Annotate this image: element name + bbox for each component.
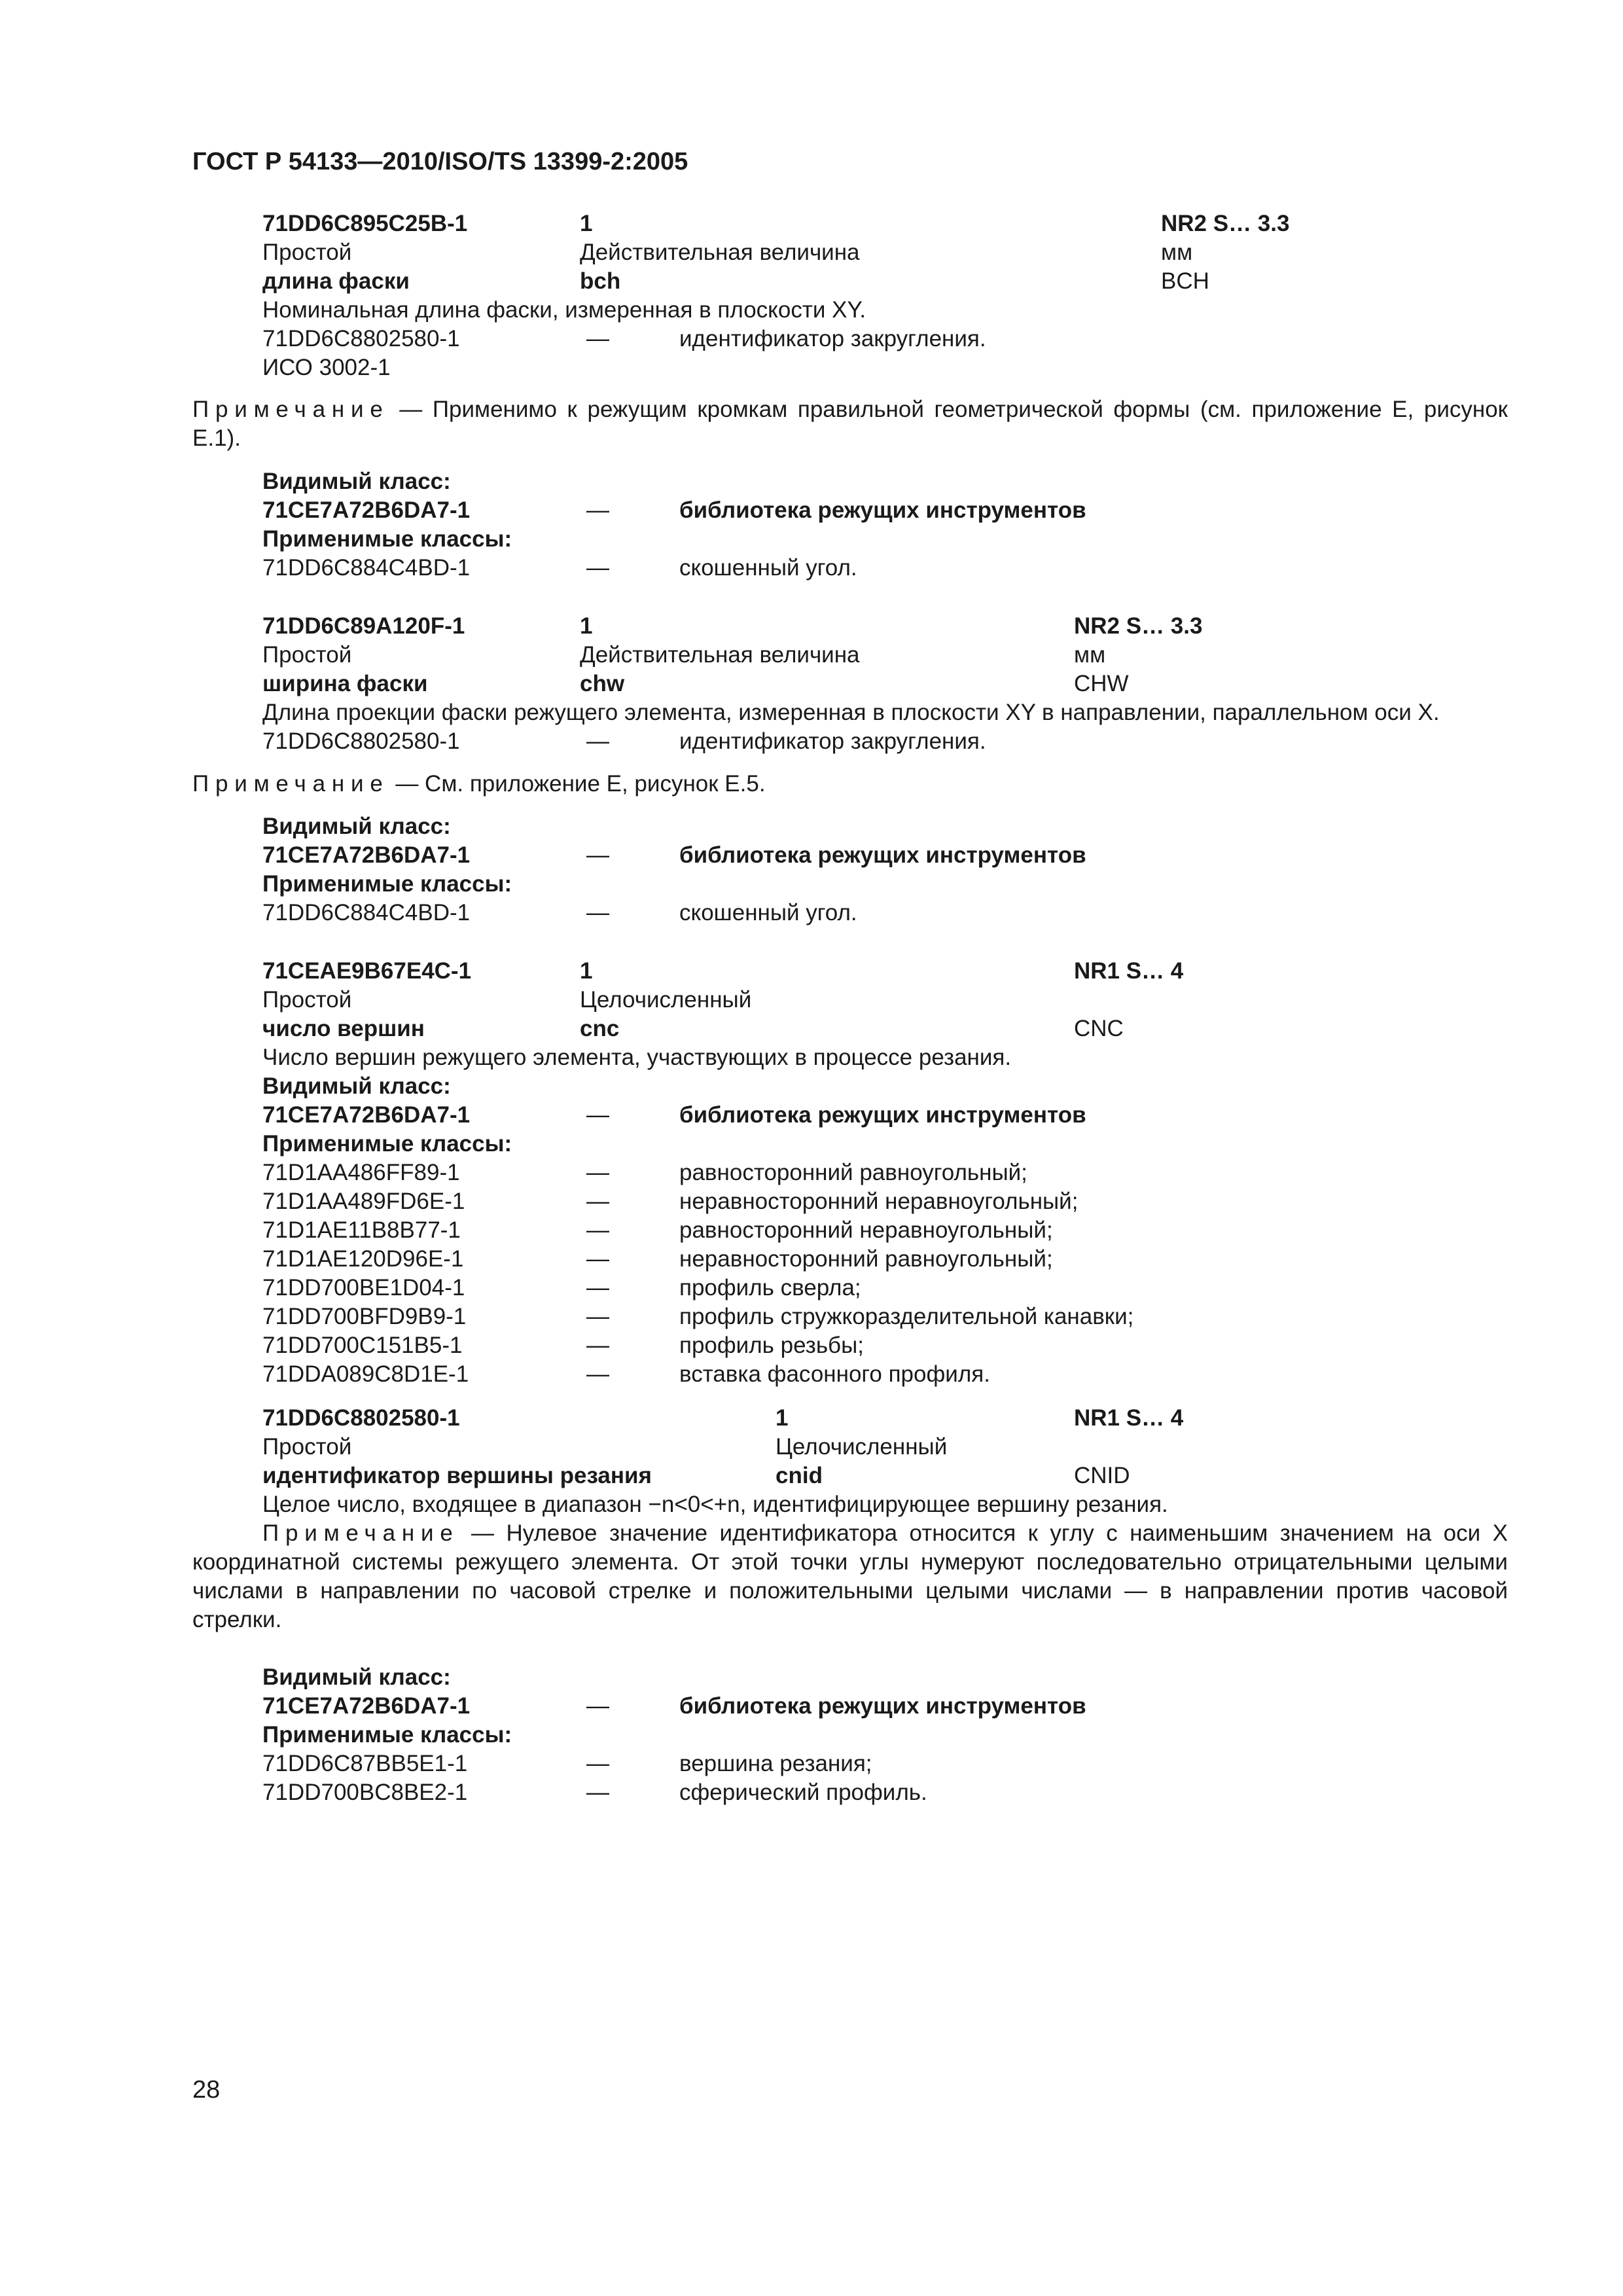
property-version: 1 <box>580 958 593 984</box>
property-datatype: Действительная величина <box>580 240 860 265</box>
visible-class-section <box>262 467 1506 583</box>
property-abbr: CHW <box>1074 671 1129 696</box>
class-text: профиль резьбы; <box>679 1333 864 1358</box>
visible-class-dash: — <box>586 1693 609 1719</box>
applicable-class-item <box>262 554 1506 583</box>
visible-class-id: 71CE7A72B6DA7-1 <box>262 1693 471 1719</box>
applicable-classes-label: Применимые классы: <box>262 1131 512 1157</box>
class-id: 71D1AA486FF89-1 <box>262 1160 460 1185</box>
class-text: равносторонний неравноугольный; <box>679 1217 1053 1243</box>
class-dash: — <box>586 1304 609 1329</box>
class-dash: — <box>586 900 609 925</box>
applicable-class-item <box>262 1360 1506 1389</box>
applicable-class-item <box>262 899 1506 927</box>
visible-class-label: Видимый класс: <box>262 1664 451 1690</box>
property-block-bch <box>262 209 1506 382</box>
visible-class-dash: — <box>586 497 609 523</box>
class-text: вершина резания; <box>679 1751 872 1776</box>
class-dash: — <box>586 1160 609 1185</box>
class-id: 71DD700BC8BE2-1 <box>262 1780 468 1805</box>
property-id: 71DD6C895C25B-1 <box>262 211 468 236</box>
reference-dash: — <box>586 326 609 351</box>
class-text: вставка фасонного профиля. <box>679 1361 990 1387</box>
property-unit: мм <box>1161 240 1193 265</box>
note-paragraph <box>192 770 1508 798</box>
class-text: профиль сверла; <box>679 1275 861 1300</box>
class-text: равносторонний равноугольный; <box>679 1160 1027 1185</box>
property-source: ИСО 3002-1 <box>262 355 391 380</box>
reference-id: 71DD6C8802580-1 <box>262 326 460 351</box>
note-text: — Применимо к режущим кромкам правильной геометрической формы (см. приложение Е, рисунок Е.1). <box>192 397 1508 451</box>
property-unit: мм <box>1074 642 1106 668</box>
note-label: Примечание <box>262 1520 459 1546</box>
visible-class-name: библиотека режущих инструментов <box>679 497 1086 523</box>
class-text: неравносторонний равноугольный; <box>679 1246 1053 1272</box>
visible-class-name: библиотека режущих инструментов <box>679 842 1086 868</box>
visible-class-name: библиотека режущих инструментов <box>679 1102 1086 1128</box>
reference-dash: — <box>586 728 609 754</box>
class-text: скошенный угол. <box>679 900 857 925</box>
class-id: 71DD6C884C4BD-1 <box>262 555 471 581</box>
applicable-class-item <box>262 1302 1506 1331</box>
note-paragraph <box>192 1519 1508 1634</box>
visible-class-dash: — <box>586 1102 609 1128</box>
property-version: 1 <box>776 1405 789 1431</box>
applicable-class-item <box>262 1778 1506 1807</box>
class-text: профиль стружкоразделительной канавки; <box>679 1304 1134 1329</box>
note-label: Примечание <box>192 771 389 797</box>
property-type: Простой <box>262 1434 352 1460</box>
class-dash: — <box>586 1780 609 1805</box>
property-name: число вершин <box>262 1016 425 1041</box>
note-paragraph <box>192 395 1508 453</box>
class-dash: — <box>586 1275 609 1300</box>
property-symbol: cnc <box>580 1016 620 1041</box>
property-type: Простой <box>262 240 352 265</box>
property-abbr: CNID <box>1074 1463 1130 1488</box>
property-definition: Номинальная длина фаски, измеренная в плоскости XY. <box>262 297 866 323</box>
property-type: Простой <box>262 642 352 668</box>
visible-class-name: библиотека режущих инструментов <box>679 1693 1086 1719</box>
property-version: 1 <box>580 613 593 639</box>
class-id: 71D1AA489FD6E-1 <box>262 1189 465 1214</box>
class-id: 71DDA089C8D1E-1 <box>262 1361 469 1387</box>
property-definition: Целое число, входящее в диапазон −n<0<+n, идентифицирующее вершину резания. <box>262 1492 1168 1517</box>
visible-class-dash: — <box>586 842 609 868</box>
property-definition: Длина проекции фаски режущего элемента, измеренная в плоскости XY в направлении, параллельном оси X. <box>262 700 1440 725</box>
property-name: ширина фаски <box>262 671 428 696</box>
property-id: 71CEAE9B67E4C-1 <box>262 958 472 984</box>
visible-class-label: Видимый класс: <box>262 1073 451 1099</box>
class-text: сферический профиль. <box>679 1780 927 1805</box>
class-dash: — <box>586 1361 609 1387</box>
note-text: — Нулевое значение идентификатора относится к углу с наименьшим значением на оси X координатной системы режущего элемента. От этой точки углы нумеруют последовательно отрицательными целыми числами в направлении по часовой стрелке и положительными целыми числами — в направлении против часовой стрелки. <box>192 1520 1508 1632</box>
property-abbr: BCH <box>1161 268 1209 294</box>
applicable-class-item <box>262 1749 1506 1778</box>
applicable-classes-label: Применимые классы: <box>262 1722 512 1748</box>
applicable-class-item <box>262 1274 1506 1302</box>
class-dash: — <box>586 1751 609 1776</box>
property-symbol: bch <box>580 268 621 294</box>
class-id: 71DD6C87BB5E1-1 <box>262 1751 468 1776</box>
property-type: Простой <box>262 987 352 1013</box>
class-dash: — <box>586 1246 609 1272</box>
class-id: 71DD700BE1D04-1 <box>262 1275 465 1300</box>
class-text: неравносторонний неравноугольный; <box>679 1189 1079 1214</box>
property-name: идентификатор вершины резания <box>262 1463 652 1488</box>
page-number: 28 <box>192 2076 221 2104</box>
property-block-cnc <box>262 957 1506 1389</box>
applicable-classes-label: Применимые классы: <box>262 871 512 897</box>
visible-class-label: Видимый класс: <box>262 814 451 839</box>
property-code: NR1 S… 4 <box>1074 958 1184 984</box>
visible-class-label: Видимый класс: <box>262 469 451 494</box>
applicable-classes-label: Применимые классы: <box>262 526 512 552</box>
property-name: длина фаски <box>262 268 410 294</box>
visible-class-id: 71CE7A72B6DA7-1 <box>262 1102 471 1128</box>
property-block-chw <box>262 612 1506 756</box>
note-label: Примечание <box>192 397 389 422</box>
property-version: 1 <box>580 211 593 236</box>
property-definition: Число вершин режущего элемента, участвующих в процессе резания. <box>262 1045 1012 1070</box>
property-abbr: CNC <box>1074 1016 1124 1041</box>
class-id: 71DD700C151B5-1 <box>262 1333 463 1358</box>
class-dash: — <box>586 1189 609 1214</box>
applicable-class-item <box>262 1187 1506 1216</box>
property-symbol: cnid <box>776 1463 823 1488</box>
applicable-class-item <box>262 1331 1506 1360</box>
document-header: ГОСТ Р 54133—2010/ISO/TS 13399-2:2005 <box>192 148 688 175</box>
property-block-cnid <box>262 1404 1506 1519</box>
reference-id: 71DD6C8802580-1 <box>262 728 460 754</box>
class-id: 71D1AE11B8B77-1 <box>262 1217 461 1243</box>
visible-class-id: 71CE7A72B6DA7-1 <box>262 842 471 868</box>
class-dash: — <box>586 555 609 581</box>
applicable-class-item <box>262 1216 1506 1245</box>
property-datatype: Целочисленный <box>776 1434 948 1460</box>
class-id: 71DD6C884C4BD-1 <box>262 900 471 925</box>
class-id: 71D1AE120D96E-1 <box>262 1246 464 1272</box>
class-dash: — <box>586 1333 609 1358</box>
class-dash: — <box>586 1217 609 1243</box>
property-id: 71DD6C89A120F-1 <box>262 613 465 639</box>
note-text: — См. приложение Е, рисунок Е.5. <box>395 771 766 797</box>
reference-text: идентификатор закругления. <box>679 728 986 754</box>
property-code: NR1 S… 4 <box>1074 1405 1184 1431</box>
visible-class-id: 71CE7A72B6DA7-1 <box>262 497 471 523</box>
visible-class-section <box>262 1663 1506 1807</box>
property-id: 71DD6C8802580-1 <box>262 1405 460 1431</box>
property-symbol: chw <box>580 671 625 696</box>
class-id: 71DD700BFD9B9-1 <box>262 1304 467 1329</box>
applicable-class-item <box>262 1245 1506 1274</box>
visible-class-section <box>262 812 1506 927</box>
class-text: скошенный угол. <box>679 555 857 581</box>
property-code: NR2 S… 3.3 <box>1074 613 1203 639</box>
property-code: NR2 S… 3.3 <box>1161 211 1290 236</box>
property-datatype: Целочисленный <box>580 987 752 1013</box>
applicable-class-item <box>262 1158 1506 1187</box>
reference-text: идентификатор закругления. <box>679 326 986 351</box>
property-datatype: Действительная величина <box>580 642 860 668</box>
